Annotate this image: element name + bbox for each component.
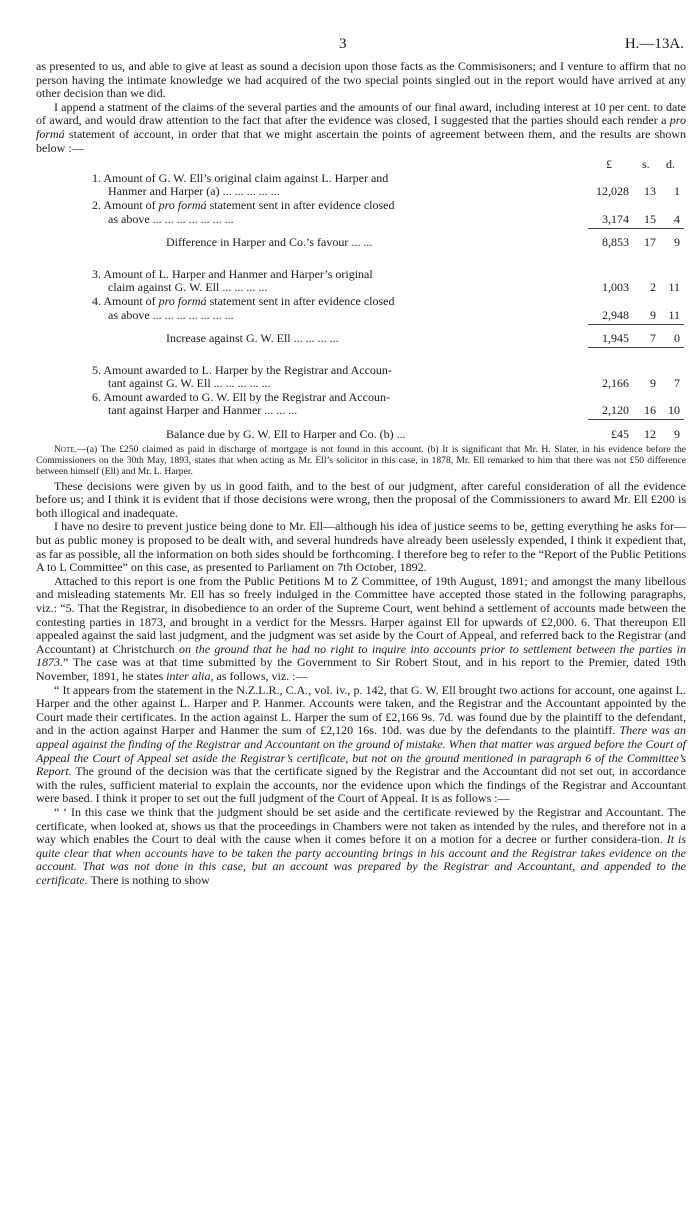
note-text: —(a) The £250 claimed as paid in discharge of mortgage is not found in this account. (b) It is significant that Mr. H. Slater, in his evidence before the Commissioners on the 30th May, 1893, states that when acting as Mr. Ell’s solicitor in this case, in 1878, Mr. Ell remarked to him that there was not £50 difference between himself (Ell) and Mr. L. Harper. [36, 443, 686, 477]
amount-shillings: 12 [644, 427, 656, 442]
amount-pence: 9 [674, 427, 680, 442]
text-run: I append a statment of the claims of the several parties and the amounts of our final award, including interest at 10 per cent. to date of award, and would draw attention to the fact that after the evidence was closed, I suggested that the parties should each render a [36, 99, 686, 128]
amount-pence: 9 [674, 235, 680, 250]
pence-symbol: d. [666, 157, 675, 172]
ledger-label: tant against Harper and Hanmer ... ... ... [108, 403, 298, 418]
text-run: Attached to this report is one from the Public Petitions M to Z Committee, of 19th August, 1891; and amongst the many libellous and misleading statements Mr. Ell has so freely indulged in the Committee have accepted those stated in the following paragraphs, viz.: “5. That the Registrar, in disobedience to an order of the Supreme Court, went behind a settlement of accounts made between the contesting parties in 1873, and brought in a verdict for the Messrs. Harper against Ell for upwards of £2,000. 6. That thereupon Ell appealed against the said last judgment, and the judgment was set aside by the Court of Appeal, and referred back to the Registrar (and Accountant) at Christchurch [36, 573, 686, 656]
ledger-row [36, 309, 686, 323]
text-run: as follows, viz. :— [213, 668, 308, 683]
ledger-label: tant against G. W. Ell ... ... ... ... ... [108, 376, 271, 391]
text-run: 4. Amount of [92, 293, 159, 308]
amount-shillings: 13 [644, 184, 656, 199]
ledger-label: as above ... ... ... ... ... ... ... [108, 307, 234, 322]
text-run: “ ‘ In this case we think that the judgment should be set aside and the certificate reviewed by the Registrar and Accountant. The certificate, when looked at, shows us that the proceedings in Chambers were not taken as intended by the rules, and therefore not in a way which enables the Court to deal with the cause when it comes before it on a motion for a decree or further considera-tion. [36, 804, 686, 847]
amount-shillings: 16 [644, 403, 656, 418]
shillings-symbol: s. [642, 157, 650, 172]
ledger-balance-label: Balance due by G. W. Ell to Harper and Co. (b) ... [166, 427, 406, 442]
ledger-label [92, 199, 395, 213]
text-run: “ It appears from the statement in the N.Z.L.R., C.A., vol. iv., p. 142, that G. W. Ell brought two actions for account, one against L. Harper and the other against L. Harper and P. Hanmer. Accounts were taken, and the Registrar and the Accountant appointed by the Court made their certificates. In the action against L. Harper the sum of £2,166 9s. 7d. was found due by the plaintiff to the defendant, and in the action against Harper and Hanmer the sum of £2,120 16s. 10d. was due by the defendants to the plaintiff. [36, 682, 686, 738]
amount-pence: 7 [674, 376, 680, 391]
amount-pence: 1 [674, 184, 680, 199]
amount-pence: 11 [668, 307, 680, 322]
amount-pounds: 1,945 [602, 331, 629, 346]
amount-pounds: 2,948 [602, 307, 629, 322]
amount-shillings: 9 [650, 307, 656, 322]
footnote [36, 444, 686, 477]
ledger-row [36, 391, 686, 405]
ledger-row [36, 404, 686, 418]
paragraph-statement-intro [36, 101, 686, 155]
text-run: The ground of the decision was that the certificate signed by the Registrar and the Accountant did not set out, in accordance with the rules, sufficient material to explain the accounts, nor the evidence upon which the findings of the Registrar and Accountant were based. I think it proper to set out the full judgment of the Court of Appeal. It is as follows :— [36, 764, 686, 806]
amount-shillings: 2 [650, 280, 656, 295]
text-run: statement sent in after evidence closed [206, 197, 395, 212]
sum-rule [588, 228, 684, 229]
ledger-row [36, 364, 686, 378]
note-label: Note. [54, 443, 77, 455]
paragraph-court-judgment [36, 806, 686, 888]
ledger-row [36, 213, 686, 227]
amount-pounds: 2,166 [602, 376, 629, 391]
ledger-row [36, 377, 686, 391]
paragraph-continued: as presented to us, and able to give at least as sound a decision upon those facts as the Commisisoners; and I venture to affirm that no person having the intimate knowledge we had acquired of the two special points singled out in the report would have arrived at any other decision than we did. [36, 59, 686, 101]
paper-reference: H.—13A. [624, 36, 684, 52]
amount-shillings: 7 [650, 331, 656, 346]
amount-pounds: 2,120 [602, 403, 629, 418]
italic-run: pro formá [36, 113, 686, 141]
italic-run: pro formá [158, 293, 207, 308]
amount-pounds: 8,853 [602, 235, 629, 250]
ledger-row [36, 172, 686, 186]
ledger-label: 6. Amount awarded to G. W. Ell by the Registrar and Accoun- [92, 389, 390, 404]
paragraph-committee-report [36, 575, 686, 684]
amount-pounds: £45 [611, 427, 629, 442]
ledger-balance-row [36, 428, 686, 442]
ledger-label: 3. Amount of L. Harper and Hanmer and Harper’s original [92, 266, 373, 281]
text-run: statement of account, in order that that we might ascertain the points of agreement between them, and the results are shown below :— [36, 126, 686, 155]
italic-run: pro formá [158, 197, 207, 212]
ledger-row [36, 199, 686, 213]
ledger-label: 5. Amount awarded to L. Harper by the Registrar and Accoun- [92, 362, 392, 377]
amount-pence: 0 [674, 331, 680, 346]
paragraph-justice: I have no desire to prevent justice being done to Mr. Ell—although his idea of justice seems to be, getting everything he asks for—but as public money is proposed to be dealt with, and several hundreds have already been uselessly expended, I think it expedient that, as far as possible, all the information on both sides should be forthcoming. I therefore beg to refer to the “Report of the Public Petitions A to L Committee” on this case, as presented to Parliament on 7th October, 1892. [36, 519, 686, 575]
page-header [36, 36, 686, 60]
amount-shillings: 15 [644, 211, 656, 226]
italic-run: inter alia, [166, 668, 214, 683]
paragraph-stout-quote [36, 684, 686, 806]
sum-rule [588, 324, 684, 325]
sum-rule [588, 347, 684, 348]
ledger-total-label: Increase against G. W. Ell ... ... ... ... [166, 331, 339, 346]
amount-pence: 4 [674, 211, 680, 226]
amount-pence: 10 [668, 403, 680, 418]
claims-ledger [36, 158, 686, 442]
text-run: statement sent in after evidence closed [206, 293, 395, 308]
amount-pounds: 3,174 [602, 211, 629, 226]
ledger-label: as above ... ... ... ... ... ... ... [108, 211, 234, 226]
document-page [36, 36, 686, 887]
ledger-currency-header [36, 158, 686, 172]
italic-run: on the ground that he had no right to inquire into accounts prior to settlement between the parties in 1873. [36, 641, 686, 670]
ledger-row [36, 185, 686, 199]
text-run: ” The case was at that time submitted by the Government to Sir Robert Stout, and in his report to the Premier, dated 19th November, 1891, he states [36, 655, 686, 683]
ledger-total-row [36, 332, 686, 346]
ledger-row [36, 281, 686, 295]
italic-run: It is quite clear that when accounts have to be taken the party accounting brings in his account and the Registrar takes evidence on the account. That was not done in this case, but an account was prepared by the Registrar and Accountant, and appended to the certificate. [36, 832, 686, 887]
paragraph-decisions: These decisions were given by us in good faith, and to the best of our judgment, after careful consideration of all the evidence before us; and I think it is evident that if those decisions were wrong, then the proposal of the Commissioners to award Mr. Ell £200 is both illogical and inadequate. [36, 478, 686, 520]
ledger-row [36, 268, 686, 282]
italic-run: There was an appeal against the finding of the Registrar and Accountant on the ground of mistake. When that matter was argued before the Court of Appeal the Court of Appeal set aside the Registrar’s certificate, but not on the ground mentioned in paragraph 6 of the Committee’s Report. [36, 723, 686, 779]
ledger-label: 1. Amount of G. W. Ell’s original claim against L. Harper and [92, 170, 389, 185]
text-run: There is nothing to show [87, 872, 210, 887]
text-run: 2. Amount of [92, 197, 159, 212]
ledger-label: Hanmer and Harper (a) ... ... ... ... ... [108, 184, 280, 199]
ledger-row [36, 295, 686, 309]
ledger-total-label: Difference in Harper and Co.’s favour ... ... [166, 235, 373, 250]
amount-pounds: 12,028 [596, 184, 629, 199]
amount-pence: 11 [668, 280, 680, 295]
amount-shillings: 9 [650, 376, 656, 391]
pounds-symbol: £ [606, 157, 612, 172]
sum-rule [588, 419, 684, 420]
page-number: 3 [339, 36, 347, 52]
ledger-total-row [36, 236, 686, 250]
ledger-label: claim against G. W. Ell ... ... ... ... [108, 280, 268, 295]
amount-pounds: 1,003 [602, 280, 629, 295]
ledger-label [92, 295, 395, 309]
amount-shillings: 17 [644, 235, 656, 250]
